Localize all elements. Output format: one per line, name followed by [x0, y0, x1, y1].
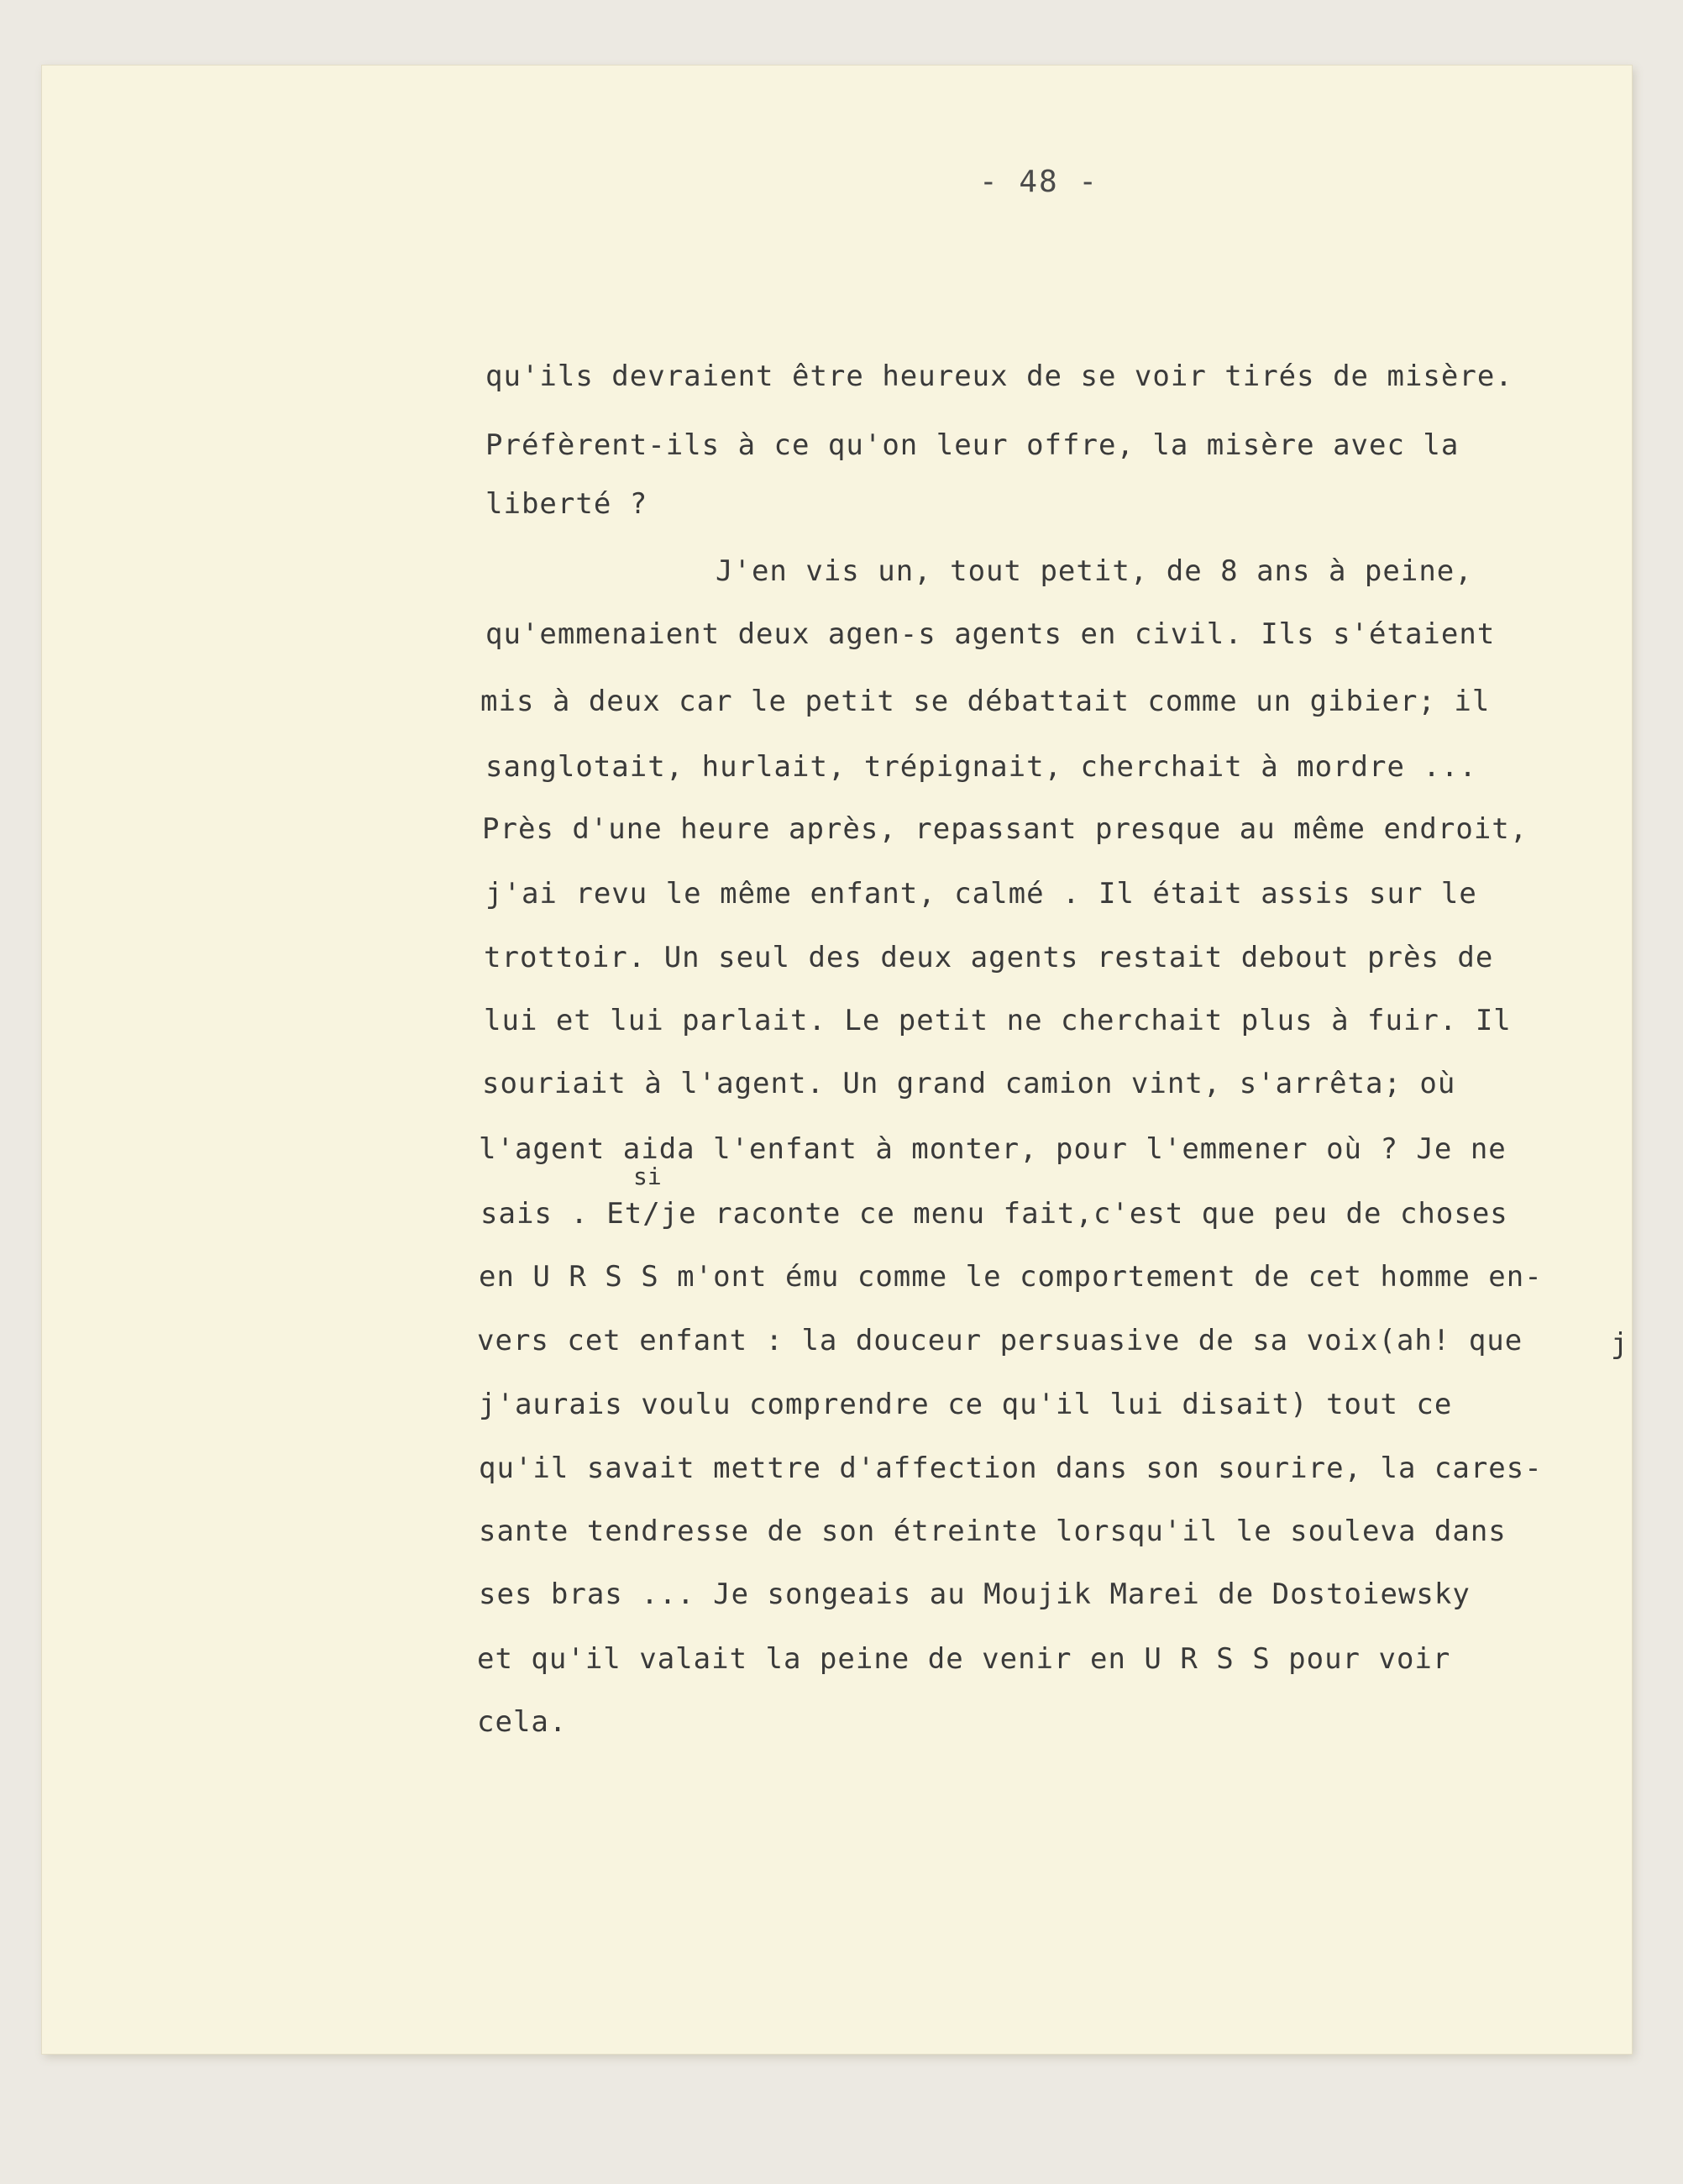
- margin-letter-annotation: j: [1611, 1327, 1628, 1361]
- text-line: vers cet enfant : la douceur persuasive de sa voix(ah! que: [477, 1324, 1523, 1357]
- text-line: Près d'une heure après, repassant presque au même endroit,: [482, 812, 1528, 846]
- text-line: Préfèrent-ils à ce qu'on leur offre, la misère avec la: [485, 428, 1460, 462]
- text-line: sanglotait, hurlait, trépignait, cherchait à mordre ...: [485, 750, 1477, 784]
- text-line: qu'ils devraient être heureux de se voir tirés de misère.: [485, 360, 1513, 393]
- text-line: sais . Et/je raconte ce menu fait,c'est que peu de choses: [480, 1197, 1508, 1231]
- text-line: souriait à l'agent. Un grand camion vint, s'arrêta; où: [482, 1067, 1456, 1100]
- text-line: mis à deux car le petit se débattait comme un gibier; il: [480, 685, 1491, 718]
- page-number: - 48 -: [979, 165, 1099, 199]
- text-line: liberté ?: [485, 487, 648, 521]
- text-line: j'aurais voulu comprendre ce qu'il lui disait) tout ce: [479, 1388, 1453, 1421]
- text-line: sante tendresse de son étreinte lorsqu'il le souleva dans: [479, 1515, 1507, 1548]
- text-line: en U R S S m'ont ému comme le comportement de cet homme en-: [479, 1260, 1543, 1294]
- text-line: qu'il savait mettre d'affection dans son sourire, la cares-: [479, 1452, 1543, 1485]
- text-line: ses bras ... Je songeais au Moujik Marei de Dostoiewsky: [479, 1578, 1471, 1611]
- text-line: J'en vis un, tout petit, de 8 ans à peine,: [716, 554, 1473, 588]
- inserted-word-annotation: si: [633, 1163, 662, 1190]
- text-line: lui et lui parlait. Le petit ne cherchait plus à fuir. Il: [484, 1004, 1512, 1037]
- text-line: et qu'il valait la peine de venir en U R S S pour voir: [477, 1642, 1451, 1676]
- text-line: l'agent aida l'enfant à monter, pour l'emmener où ? Je ne: [479, 1132, 1507, 1166]
- text-line: cela.: [477, 1705, 568, 1739]
- text-line: j'ai revu le même enfant, calmé . Il était assis sur le: [485, 877, 1477, 911]
- text-line: trottoir. Un seul des deux agents restait debout près de: [484, 941, 1494, 974]
- text-line: qu'emmenaient deux agen-s agents en civil. Ils s'étaient: [485, 617, 1496, 651]
